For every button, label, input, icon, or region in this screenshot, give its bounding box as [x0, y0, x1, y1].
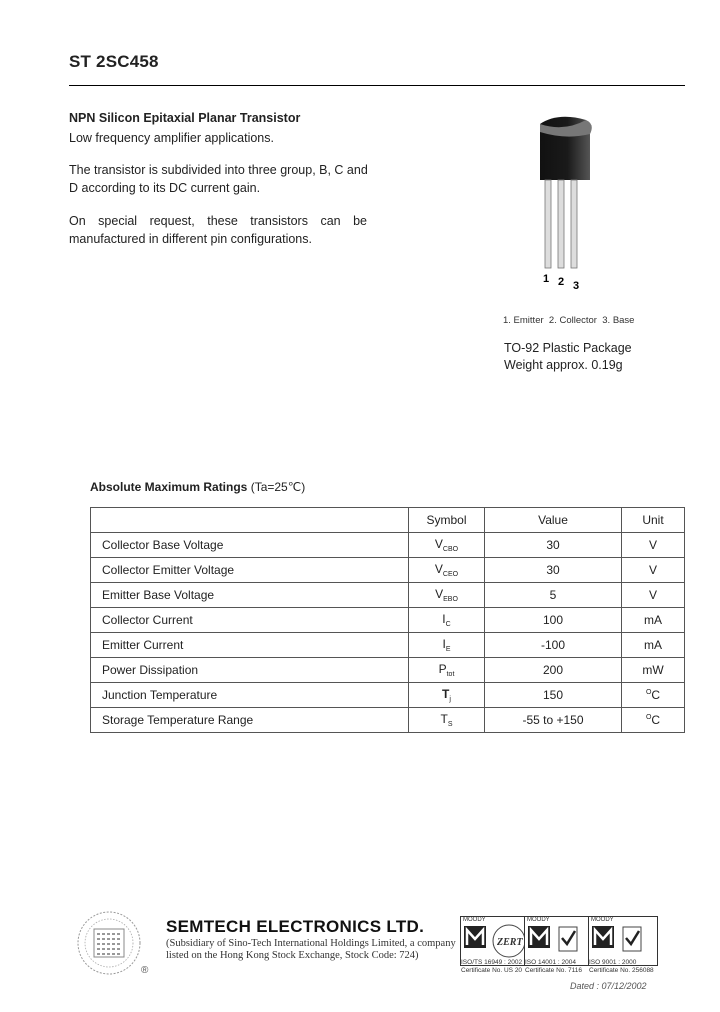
cert-org-label: MOODY	[463, 917, 486, 923]
pin-label-2: 2	[558, 276, 565, 288]
unit-cell	[622, 708, 685, 733]
unit-letter: C	[651, 688, 661, 702]
pin-label-1: 1	[543, 273, 550, 285]
symbol-subscript: tot	[446, 671, 455, 678]
unit-cell: mW	[622, 658, 685, 683]
cert-standard: ISO 9001 : 2000	[589, 959, 637, 966]
degree-mark: O	[645, 689, 652, 696]
value-cell: -55 to +150	[485, 708, 622, 733]
cert-org-label: MOODY	[591, 917, 614, 923]
parameter-cell: Emitter Base Voltage	[91, 583, 409, 608]
symbol-cell	[409, 683, 485, 708]
ratings-condition: (Ta=25℃)	[250, 480, 306, 494]
table-row	[91, 558, 685, 583]
symbol-subscript: CBO	[442, 546, 459, 553]
symbol-subscript: EBO	[443, 596, 458, 603]
value-cell: 30	[485, 558, 622, 583]
degree-mark: O	[645, 714, 652, 721]
pin-legend: 1. Emitter 2. Collector 3. Base	[503, 315, 635, 326]
cert-badge-iso9001	[588, 916, 658, 974]
symbol-subscript: j	[449, 696, 451, 703]
symbol-letter: I	[442, 637, 446, 651]
symbol-cell	[409, 558, 485, 583]
semtech-logo-icon	[77, 907, 157, 979]
value-cell: 200	[485, 658, 622, 683]
value-cell: 5	[485, 583, 622, 608]
symbol-letter: T	[440, 712, 448, 726]
parameter-cell: Emitter Current	[91, 633, 409, 658]
header-unit: Unit	[622, 508, 685, 533]
unit-cell: V	[622, 583, 685, 608]
zert-label: ZERT	[497, 937, 523, 948]
header-value: Value	[485, 508, 622, 533]
description-paragraph-1: Low frequency amplifier applications.	[69, 131, 274, 145]
unit-cell: mA	[622, 608, 685, 633]
table-row	[91, 583, 685, 608]
ratings-table	[90, 507, 685, 733]
symbol-letter: T	[442, 687, 450, 701]
unit-letter: C	[651, 713, 661, 727]
symbol-letter: P	[438, 662, 447, 676]
cert-number: Certificate No. 256088	[589, 967, 654, 974]
table-row	[91, 658, 685, 683]
unit-cell: V	[622, 533, 685, 558]
table-row	[91, 608, 685, 633]
table-header-row	[91, 508, 685, 533]
symbol-subscript: E	[445, 646, 451, 653]
product-subtitle: NPN Silicon Epitaxial Planar Transistor	[69, 111, 301, 125]
header-symbol: Symbol	[409, 508, 485, 533]
table-row	[91, 708, 685, 733]
company-name: SEMTECH ELECTRONICS LTD.	[166, 917, 425, 936]
symbol-letter: V	[434, 537, 443, 551]
cert-standard: ISO 14001 : 2004	[525, 959, 576, 966]
package-weight: Weight approx. 0.19g	[504, 358, 623, 372]
moody-logo-icon	[589, 923, 657, 963]
parameter-cell: Collector Current	[91, 608, 409, 633]
symbol-letter: I	[442, 612, 446, 626]
document-title: ST 2SC458	[69, 52, 159, 71]
registered-mark: ®	[141, 965, 149, 976]
symbol-cell	[409, 608, 485, 633]
unit-cell: mA	[622, 633, 685, 658]
ratings-title	[90, 480, 305, 494]
value-cell: 150	[485, 683, 622, 708]
cert-org-label: MOODY	[527, 917, 550, 923]
unit-cell: V	[622, 558, 685, 583]
symbol-cell	[409, 633, 485, 658]
parameter-cell: Collector Base Voltage	[91, 533, 409, 558]
moody-logo-icon	[461, 923, 529, 963]
parameter-cell: Collector Emitter Voltage	[91, 558, 409, 583]
header-parameter	[91, 508, 409, 533]
to92-package-image	[520, 110, 610, 295]
symbol-cell	[409, 658, 485, 683]
symbol-letter: V	[434, 562, 443, 576]
dated-label: Dated : 07/12/2002	[570, 981, 647, 991]
cert-number: Certificate No. 7116	[525, 967, 582, 974]
cert-badge-iso14001	[524, 916, 594, 974]
symbol-subscript: C	[445, 621, 451, 628]
description-paragraph-3: On special request, these transistors can be manufactured in different pin configurations.	[69, 214, 367, 246]
table-row	[91, 683, 685, 708]
parameter-cell: Storage Temperature Range	[91, 708, 409, 733]
package-name: TO-92 Plastic Package	[504, 341, 632, 355]
pin-label-3: 3	[573, 280, 580, 292]
value-cell: 30	[485, 533, 622, 558]
parameter-cell: Junction Temperature	[91, 683, 409, 708]
company-subsidiary-line: (Subsidiary of Sino-Tech International Holdings Limited, a company	[166, 938, 456, 949]
symbol-cell	[409, 583, 485, 608]
symbol-subscript: S	[447, 721, 453, 728]
symbol-letter: V	[435, 587, 444, 601]
description-paragraph-2: The transistor is subdivided into three group, B, C and D according to its DC current gain.	[69, 163, 368, 195]
company-listing-line: listed on the Hong Kong Stock Exchange, Stock Code: 724)	[166, 950, 419, 961]
header-rule	[69, 85, 685, 86]
value-cell: 100	[485, 608, 622, 633]
ratings-title-text: Absolute Maximum Ratings	[90, 480, 248, 494]
symbol-cell	[409, 708, 485, 733]
cert-standard: ISO/TS 16949 : 2002	[461, 959, 523, 966]
cert-number: Certificate No. US 20	[461, 967, 523, 974]
symbol-subscript: CEO	[442, 571, 459, 578]
table-row	[91, 533, 685, 558]
moody-logo-icon	[525, 923, 593, 963]
cert-badge-isots16949	[460, 916, 530, 974]
parameter-cell: Power Dissipation	[91, 658, 409, 683]
value-cell: -100	[485, 633, 622, 658]
table-row	[91, 633, 685, 658]
unit-cell	[622, 683, 685, 708]
symbol-cell	[409, 533, 485, 558]
